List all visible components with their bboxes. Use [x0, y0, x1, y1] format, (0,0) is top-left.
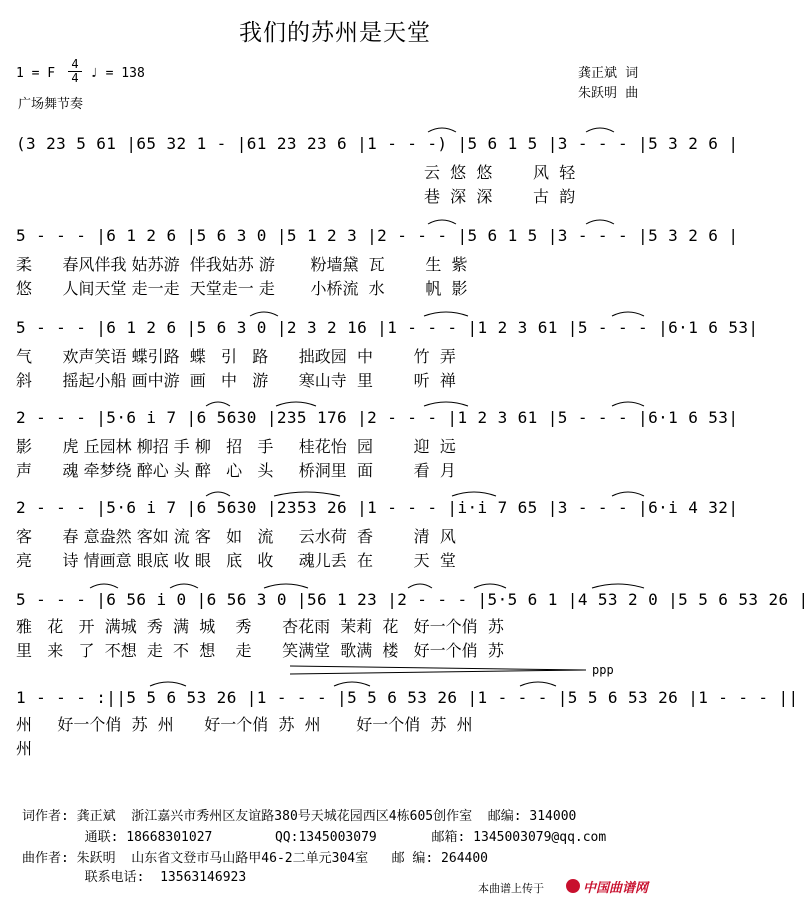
notation-row-1: (3 23 5 61 |65 32 1 - |61 23 23 6 |1 - - -) |5 6 1 5 |3 - - - |5 3 2 6 | [16, 134, 739, 153]
tempo-marking: ♩ = 138 [90, 66, 145, 81]
lyric-row-6-verse-1: 雅 花 开 满城 秀 满 城 秀 杏花雨 茉莉 花 好一个俏 苏 [16, 617, 504, 636]
composer-credit: 朱跃明 曲 [578, 86, 639, 101]
upload-note: 本曲谱上传于 [478, 882, 544, 895]
lyric-row-5-verse-1: 客 春 意盎然 客如 流 客 如 流 云水荷 香 清 风 [16, 527, 456, 546]
lyric-row-2-verse-2: 悠 人间天堂 走一走 天堂走一 走 小桥流 水 帆 影 [16, 279, 468, 298]
lyric-row-7-verse-1: 州 好一个俏 苏 州 好一个俏 苏 州 好一个俏 苏 州 [16, 715, 473, 734]
site-logo-text[interactable]: 中国曲谱网 [583, 881, 649, 896]
lyric-row-3-verse-2: 斜 摇起小船 画中游 画 中 游 寒山寺 里 听 禅 [16, 371, 456, 390]
lyric-row-7-verse-2: 州 [16, 739, 33, 758]
composer-info-line-1: 曲作者: 朱跃明 山东省文登市马山路甲46-2二单元304室 邮 编: 264400 [22, 851, 489, 866]
lyricist-credit: 龚正斌 词 [578, 66, 639, 81]
lyric-row-5-verse-2: 亮 诗 情画意 眼底 收 眼 底 收 魂儿丢 在 天 堂 [16, 551, 456, 570]
notation-row-7: 1 - - - :||5 5 6 53 26 |1 - - - |5 5 6 53 26 |1 - - - |5 5 6 53 26 |1 - - - || [16, 688, 799, 707]
lyric-row-2-verse-1: 柔 春风伴我 姑苏游 伴我姑苏 游 粉墙黛 瓦 生 紫 [16, 255, 468, 274]
style-note: 广场舞节奏 [18, 97, 84, 112]
time-signature-bottom: 4 [71, 71, 79, 85]
lyric-row-1-verse-2: 巷 深 深 古 韵 [424, 187, 576, 206]
lyric-row-1-verse-1: 云 悠 悠 风 轻 [424, 163, 576, 182]
lyricist-info-line-1: 词作者: 龚正斌 浙江嘉兴市秀州区友谊路380号天城花园西区4栋605创作室 邮编: 314000 [22, 809, 577, 824]
notation-row-3: 5 - - - |6 1 2 6 |5 6 3 0 |2 3 2 16 |1 - - - |1 2 3 61 |5 - - - |6·1 6 53| [16, 318, 759, 337]
notation-row-6: 5 - - - |6 56 i 0 |6 56 3 0 |56 1 23 |2 - - - |5·5 6 1 |4 53 2 0 |5 5 6 53 26 | [16, 590, 809, 609]
notation-row-5: 2 - - - |5·6 i 7 |6 5630 |2353 26 |1 - - - |i·i 7 65 |3 - - - |6·i 4 32| [16, 498, 739, 517]
site-logo-icon [566, 879, 580, 893]
lyricist-info-line-2: 通联: 18668301027 QQ:1345003079 邮箱: 1345003079@qq.com [22, 830, 607, 845]
key-signature: 1 = F [16, 66, 56, 81]
lyric-row-4-verse-2: 声 魂 牵梦绕 醉心 头 醉 心 头 桥洞里 面 看 月 [16, 461, 456, 480]
lyric-row-3-verse-1: 气 欢声笑语 蝶引路 蝶 引 路 拙政园 中 竹 弄 [16, 347, 456, 366]
dynamic-mark: ppp [592, 663, 614, 677]
lyric-row-4-verse-1: 影 虎 丘园林 柳招 手 柳 招 手 桂花怡 园 迎 远 [16, 437, 456, 456]
notation-row-4: 2 - - - |5·6 i 7 |6 5630 |235 176 |2 - - - |1 2 3 61 |5 - - - |6·1 6 53| [16, 408, 739, 427]
composer-info-line-2: 联系电话: 13563146923 [22, 870, 247, 885]
lyric-row-6-verse-2: 里 来 了 不想 走 不 想 走 笑满堂 歌满 楼 好一个俏 苏 [16, 641, 504, 660]
notation-row-2: 5 - - - |6 1 2 6 |5 6 3 0 |5 1 2 3 |2 - - - |5 6 1 5 |3 - - - |5 3 2 6 | [16, 226, 739, 245]
song-title: 我们的苏州是天堂 [239, 20, 431, 46]
time-signature-top: 4 [71, 57, 79, 71]
